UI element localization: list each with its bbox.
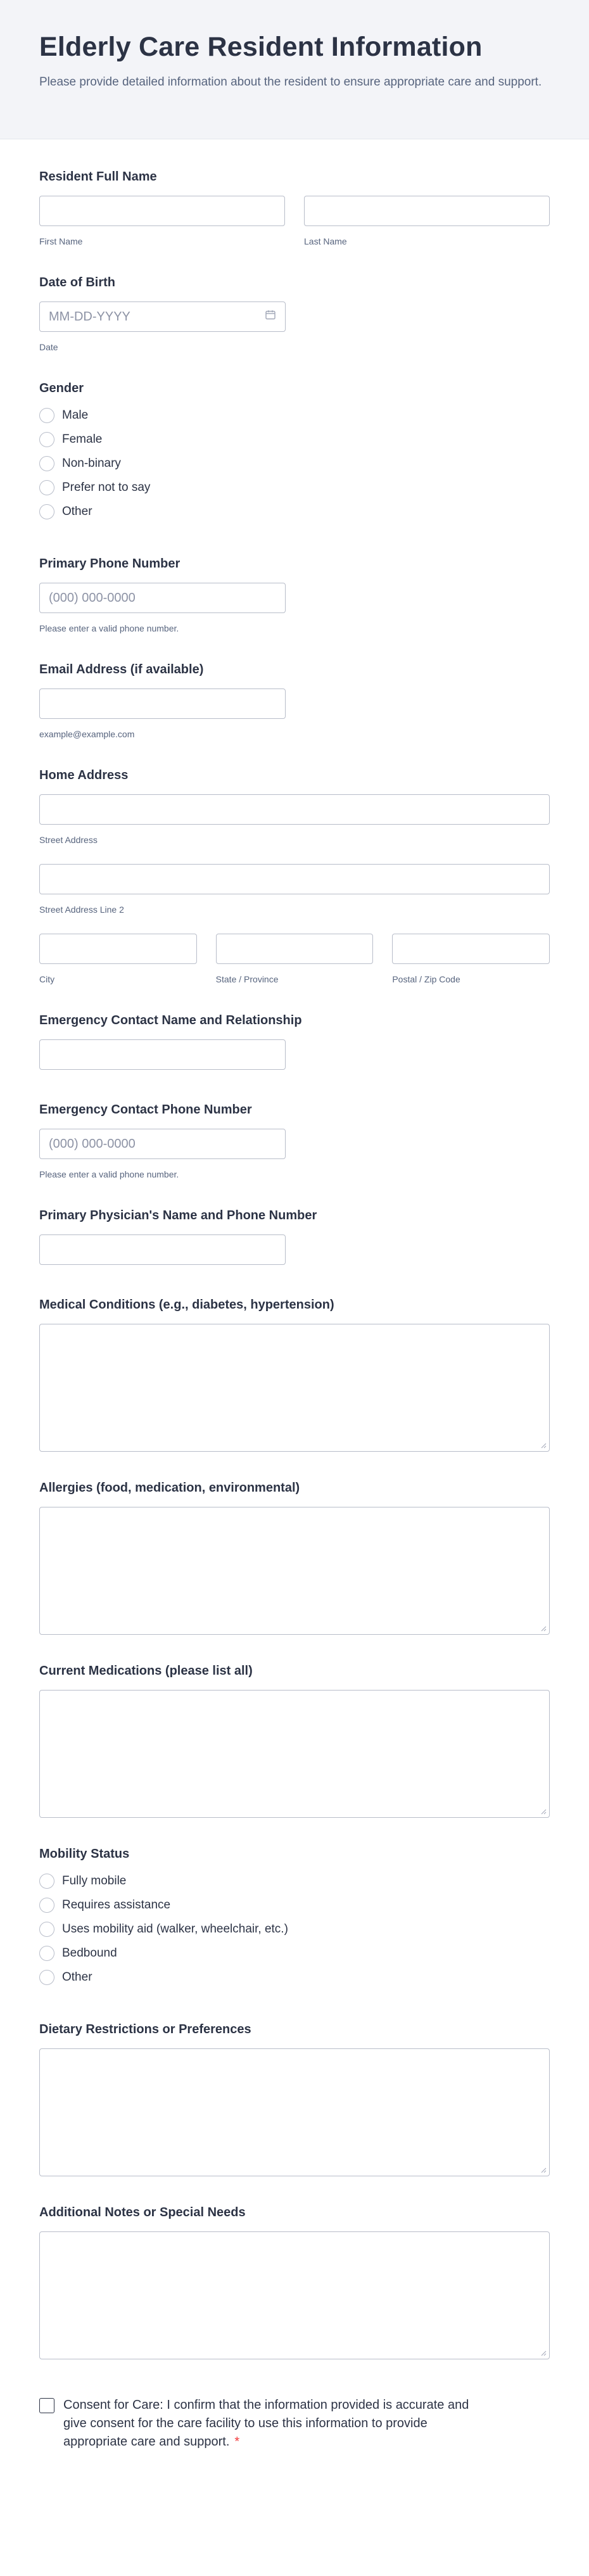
mobility-option[interactable] bbox=[39, 1941, 550, 1965]
consent-checkbox[interactable] bbox=[39, 2398, 54, 2413]
dob-sublabel: Date bbox=[39, 342, 58, 352]
physician-label: Primary Physician's Name and Phone Number bbox=[39, 1209, 317, 1222]
emergency-phone-label: Emergency Contact Phone Number bbox=[39, 1103, 252, 1117]
gender-option[interactable] bbox=[39, 428, 550, 452]
emergency-name-input[interactable] bbox=[39, 1039, 286, 1070]
dob-label: Date of Birth bbox=[39, 276, 115, 289]
form-title: Elderly Care Resident Information bbox=[39, 32, 483, 62]
gender-option-label: Male bbox=[62, 409, 89, 422]
dob-placeholder: MM-DD-YYYY bbox=[49, 309, 130, 324]
radio-button[interactable] bbox=[39, 456, 54, 471]
resident-name-label: Resident Full Name bbox=[39, 170, 157, 184]
gender-field bbox=[39, 381, 550, 524]
dob-input[interactable] bbox=[39, 301, 286, 332]
form-description: Please provide detailed information about the resident to ensure appropriate care and support. bbox=[39, 75, 542, 89]
dietary-field bbox=[39, 2022, 550, 2176]
medical-label: Medical Conditions (e.g., diabetes, hypertension) bbox=[39, 1298, 334, 1312]
street-address-sublabel: Street Address bbox=[39, 835, 98, 845]
phone-label: Primary Phone Number bbox=[39, 557, 180, 571]
physician-input[interactable] bbox=[39, 1234, 286, 1265]
mobility-option-label: Uses mobility aid (walker, wheelchair, etc.) bbox=[62, 1922, 288, 1936]
consent-text-wrap bbox=[63, 2396, 483, 2451]
phone-field bbox=[39, 557, 550, 633]
state-sublabel: State / Province bbox=[215, 974, 279, 984]
email-label: Email Address (if available) bbox=[39, 663, 204, 676]
address-field bbox=[39, 768, 550, 984]
notes-label: Additional Notes or Special Needs bbox=[39, 2205, 246, 2219]
mobility-option-label: Requires assistance bbox=[62, 1898, 171, 1912]
gender-option[interactable] bbox=[39, 500, 550, 524]
radio-button[interactable] bbox=[39, 1898, 54, 1913]
gender-option-label: Other bbox=[62, 505, 92, 518]
email-sublabel: example@example.com bbox=[39, 729, 135, 739]
gender-option-label: Non-binary bbox=[62, 457, 121, 470]
consent-field bbox=[39, 2396, 483, 2451]
emergency-phone-placeholder: (000) 000-0000 bbox=[49, 1136, 136, 1151]
physician-field bbox=[39, 1209, 550, 1265]
allergies-field bbox=[39, 1481, 550, 1635]
emergency-phone-input[interactable] bbox=[39, 1129, 286, 1159]
mobility-option-label: Fully mobile bbox=[62, 1874, 127, 1888]
city-input[interactable] bbox=[39, 934, 197, 964]
radio-button[interactable] bbox=[39, 480, 54, 495]
phone-sublabel: Please enter a valid phone number. bbox=[39, 623, 179, 633]
gender-option-label: Prefer not to say bbox=[62, 481, 151, 494]
radio-button[interactable] bbox=[39, 504, 54, 519]
allergies-textarea[interactable] bbox=[39, 1507, 550, 1635]
first-name-input[interactable] bbox=[39, 196, 285, 226]
notes-textarea[interactable] bbox=[39, 2231, 550, 2359]
radio-button[interactable] bbox=[39, 1946, 54, 1961]
radio-button[interactable] bbox=[39, 432, 54, 447]
email-field bbox=[39, 663, 550, 739]
street-address-line2-sublabel: Street Address Line 2 bbox=[39, 904, 124, 915]
mobility-option-label: Bedbound bbox=[62, 1946, 117, 1960]
gender-option[interactable] bbox=[39, 452, 550, 476]
medications-field bbox=[39, 1664, 550, 1818]
zip-input[interactable] bbox=[392, 934, 550, 964]
last-name-sublabel: Last Name bbox=[304, 236, 347, 246]
resize-grip-icon[interactable] bbox=[540, 1625, 547, 1632]
dietary-textarea[interactable] bbox=[39, 2048, 550, 2176]
mobility-option[interactable] bbox=[39, 1917, 550, 1941]
gender-option-label: Female bbox=[62, 433, 103, 446]
gender-option[interactable] bbox=[39, 476, 550, 500]
last-name-input[interactable] bbox=[304, 196, 550, 226]
phone-placeholder: (000) 000-0000 bbox=[49, 590, 136, 605]
state-input[interactable] bbox=[216, 934, 374, 964]
first-name-sublabel: First Name bbox=[39, 236, 83, 246]
mobility-option[interactable] bbox=[39, 1869, 550, 1893]
mobility-option[interactable] bbox=[39, 1893, 550, 1917]
resize-grip-icon[interactable] bbox=[540, 1442, 547, 1449]
notes-field bbox=[39, 2205, 550, 2359]
phone-input[interactable] bbox=[39, 583, 286, 613]
allergies-label: Allergies (food, medication, environmental) bbox=[39, 1481, 300, 1495]
resize-grip-icon[interactable] bbox=[540, 2350, 547, 2356]
resize-grip-icon[interactable] bbox=[540, 2167, 547, 2173]
dob-field bbox=[39, 276, 550, 352]
calendar-icon[interactable] bbox=[265, 309, 276, 324]
form-body bbox=[0, 170, 589, 2451]
mobility-option-label: Other bbox=[62, 1970, 92, 1984]
city-sublabel: City bbox=[39, 974, 55, 984]
form-header bbox=[0, 0, 589, 139]
address-label: Home Address bbox=[39, 768, 129, 782]
medical-field bbox=[39, 1298, 550, 1452]
emergency-name-field bbox=[39, 1013, 550, 1070]
gender-label: Gender bbox=[39, 381, 84, 395]
medical-textarea[interactable] bbox=[39, 1324, 550, 1452]
emergency-phone-sublabel: Please enter a valid phone number. bbox=[39, 1169, 179, 1179]
zip-sublabel: Postal / Zip Code bbox=[392, 974, 460, 984]
mobility-option[interactable] bbox=[39, 1965, 550, 1989]
mobility-label: Mobility Status bbox=[39, 1847, 130, 1861]
consent-text: Consent for Care: I confirm that the information provided is accurate and give consent for the care facility to use this information to provide appropriate care and support. bbox=[63, 2398, 469, 2449]
medications-label: Current Medications (please list all) bbox=[39, 1664, 253, 1678]
radio-button[interactable] bbox=[39, 1922, 54, 1937]
emergency-name-label: Emergency Contact Name and Relationship bbox=[39, 1013, 302, 1027]
dietary-label: Dietary Restrictions or Preferences bbox=[39, 2022, 251, 2036]
street-address-line2-input[interactable] bbox=[39, 864, 550, 894]
gender-option[interactable] bbox=[39, 403, 550, 428]
radio-button[interactable] bbox=[39, 1970, 54, 1985]
resize-grip-icon[interactable] bbox=[540, 1808, 547, 1815]
radio-button[interactable] bbox=[39, 1874, 54, 1889]
required-asterisk: * bbox=[234, 2435, 240, 2449]
email-input[interactable] bbox=[39, 688, 286, 719]
street-address-input[interactable] bbox=[39, 794, 550, 825]
mobility-field bbox=[39, 1847, 550, 1989]
emergency-phone-field bbox=[39, 1103, 550, 1179]
resident-name-field bbox=[39, 170, 550, 246]
radio-button[interactable] bbox=[39, 408, 54, 423]
medications-textarea[interactable] bbox=[39, 1690, 550, 1818]
